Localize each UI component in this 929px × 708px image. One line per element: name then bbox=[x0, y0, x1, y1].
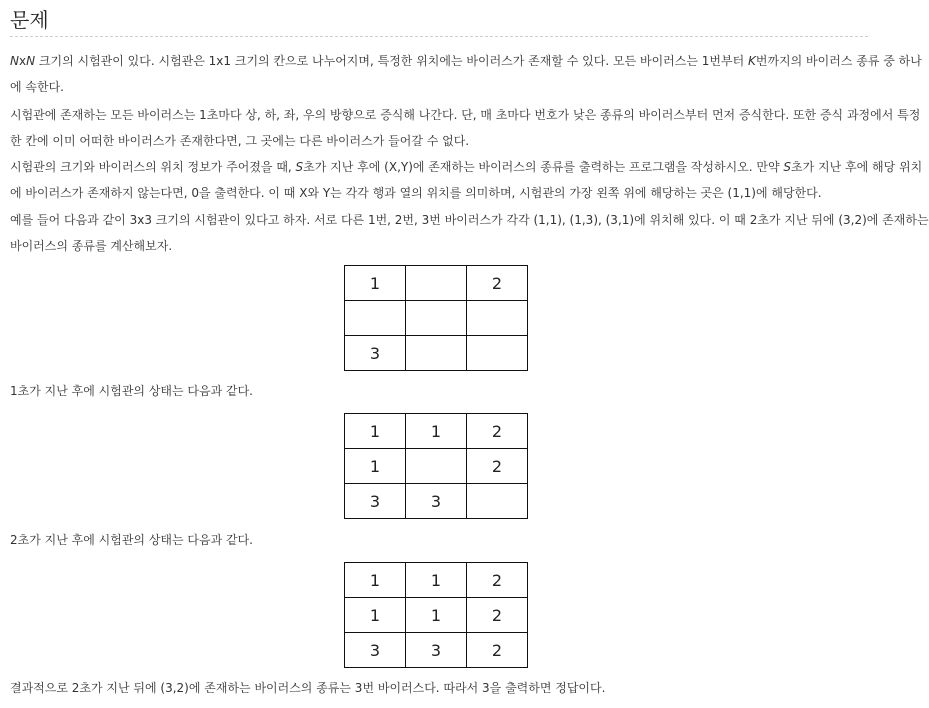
var-s: S bbox=[783, 160, 792, 174]
grid-cell: 1 bbox=[345, 266, 406, 301]
var-s: S bbox=[295, 160, 304, 174]
grid-cell: 3 bbox=[345, 336, 406, 371]
paragraph-2 bbox=[10, 102, 921, 154]
grid-cell: 3 bbox=[345, 484, 406, 519]
paragraph-4-line-1: 예를 들어 다음과 같이 3x3 크기의 시험관이 있다고 하자. 서로 다른 1번, 2번, 3번 바이러스가 각각 (1,1), (1,3), (3,1)에 위치해 있다. 이 때 2초가 지난 뒤에 (3,2)에 존재하는 bbox=[10, 213, 929, 227]
grid-after-2s bbox=[344, 562, 528, 668]
paragraph-4 bbox=[10, 207, 929, 259]
paragraph-4-line-2: 바이러스의 종류를 계산해보자. bbox=[10, 239, 173, 253]
grid-cell bbox=[345, 301, 406, 336]
paragraph-3-line-1 bbox=[10, 154, 923, 180]
grid-cell bbox=[406, 266, 467, 301]
grid-cell: 3 bbox=[406, 484, 467, 519]
grid-cell: 2 bbox=[467, 414, 528, 449]
section-title: 문제 bbox=[10, 8, 49, 32]
text-segment: 번까지의 바이러스 종류 중 하나 bbox=[755, 54, 922, 68]
paragraph-3-line-2: 에 바이러스가 존재하지 않는다면, 0을 출력한다. 이 때 X와 Y는 각각 행과 열의 위치를 의미하며, 시험관의 가장 왼쪽 위에 해당하는 곳은 (1,1)에 해당한다. bbox=[10, 186, 822, 200]
paragraph-5: 1초가 지난 후에 시험관의 상태는 다음과 같다. bbox=[10, 384, 253, 398]
grid-cell: 3 bbox=[345, 633, 406, 668]
text-segment: 초가 지난 후에 (X,Y)에 존재하는 바이러스의 종류를 출력하는 프로그램을 작성하시오. 만약 bbox=[303, 160, 784, 174]
paragraph-6: 2초가 지난 후에 시험관의 상태는 다음과 같다. bbox=[10, 533, 253, 547]
text-x: x bbox=[18, 54, 27, 68]
grid-cell bbox=[406, 449, 467, 484]
grid-cell bbox=[406, 336, 467, 371]
grid-cell: 3 bbox=[406, 633, 467, 668]
paragraph-2-line-2: 한 칸에 이미 어떠한 바이러스가 존재한다면, 그 곳에는 다른 바이러스가 들어갈 수 없다. bbox=[10, 134, 470, 148]
paragraph-1-line-2: 에 속한다. bbox=[10, 80, 64, 94]
grid-cell: 2 bbox=[467, 563, 528, 598]
var-n: N bbox=[26, 54, 36, 68]
grid-cell: 1 bbox=[406, 598, 467, 633]
section-divider bbox=[10, 36, 868, 37]
grid-cell bbox=[467, 484, 528, 519]
grid-cell: 1 bbox=[406, 414, 467, 449]
grid-after-1s bbox=[344, 413, 528, 519]
grid-cell: 1 bbox=[406, 563, 467, 598]
grid-cell: 1 bbox=[345, 563, 406, 598]
grid-cell: 1 bbox=[345, 449, 406, 484]
grid-cell bbox=[467, 301, 528, 336]
var-k: K bbox=[747, 54, 756, 68]
paragraph-2-line-1: 시험관에 존재하는 모든 바이러스는 1초마다 상, 하, 좌, 우의 방향으로 증식해 나간다. 단, 매 초마다 번호가 낮은 종류의 바이러스부터 먼저 증식한다. 또한 증식 과정에서 특정 bbox=[10, 108, 921, 122]
grid-cell bbox=[406, 301, 467, 336]
grid-cell: 1 bbox=[345, 598, 406, 633]
grid-cell: 2 bbox=[467, 598, 528, 633]
var-n: N bbox=[10, 54, 19, 68]
paragraph-1 bbox=[10, 48, 922, 100]
paragraph-1-line-1 bbox=[10, 48, 922, 74]
grid-cell: 2 bbox=[467, 449, 528, 484]
grid-cell: 2 bbox=[467, 633, 528, 668]
grid-cell: 2 bbox=[467, 266, 528, 301]
grid-initial bbox=[344, 265, 528, 371]
paragraph-3 bbox=[10, 154, 923, 206]
text-segment: 시험관의 크기와 바이러스의 위치 정보가 주어졌을 때, bbox=[10, 160, 296, 174]
text-segment: 초가 지난 후에 해당 위치 bbox=[791, 160, 923, 174]
text-segment: 크기의 시험관이 있다. 시험관은 1x1 크기의 칸으로 나누어지며, 특정한 위치에는 바이러스가 존재할 수 있다. 모든 바이러스는 1번부터 bbox=[35, 54, 748, 68]
grid-cell: 1 bbox=[345, 414, 406, 449]
paragraph-7: 결과적으로 2초가 지난 뒤에 (3,2)에 존재하는 바이러스의 종류는 3번 바이러스다. 따라서 3을 출력하면 정답이다. bbox=[10, 681, 606, 695]
grid-cell bbox=[467, 336, 528, 371]
